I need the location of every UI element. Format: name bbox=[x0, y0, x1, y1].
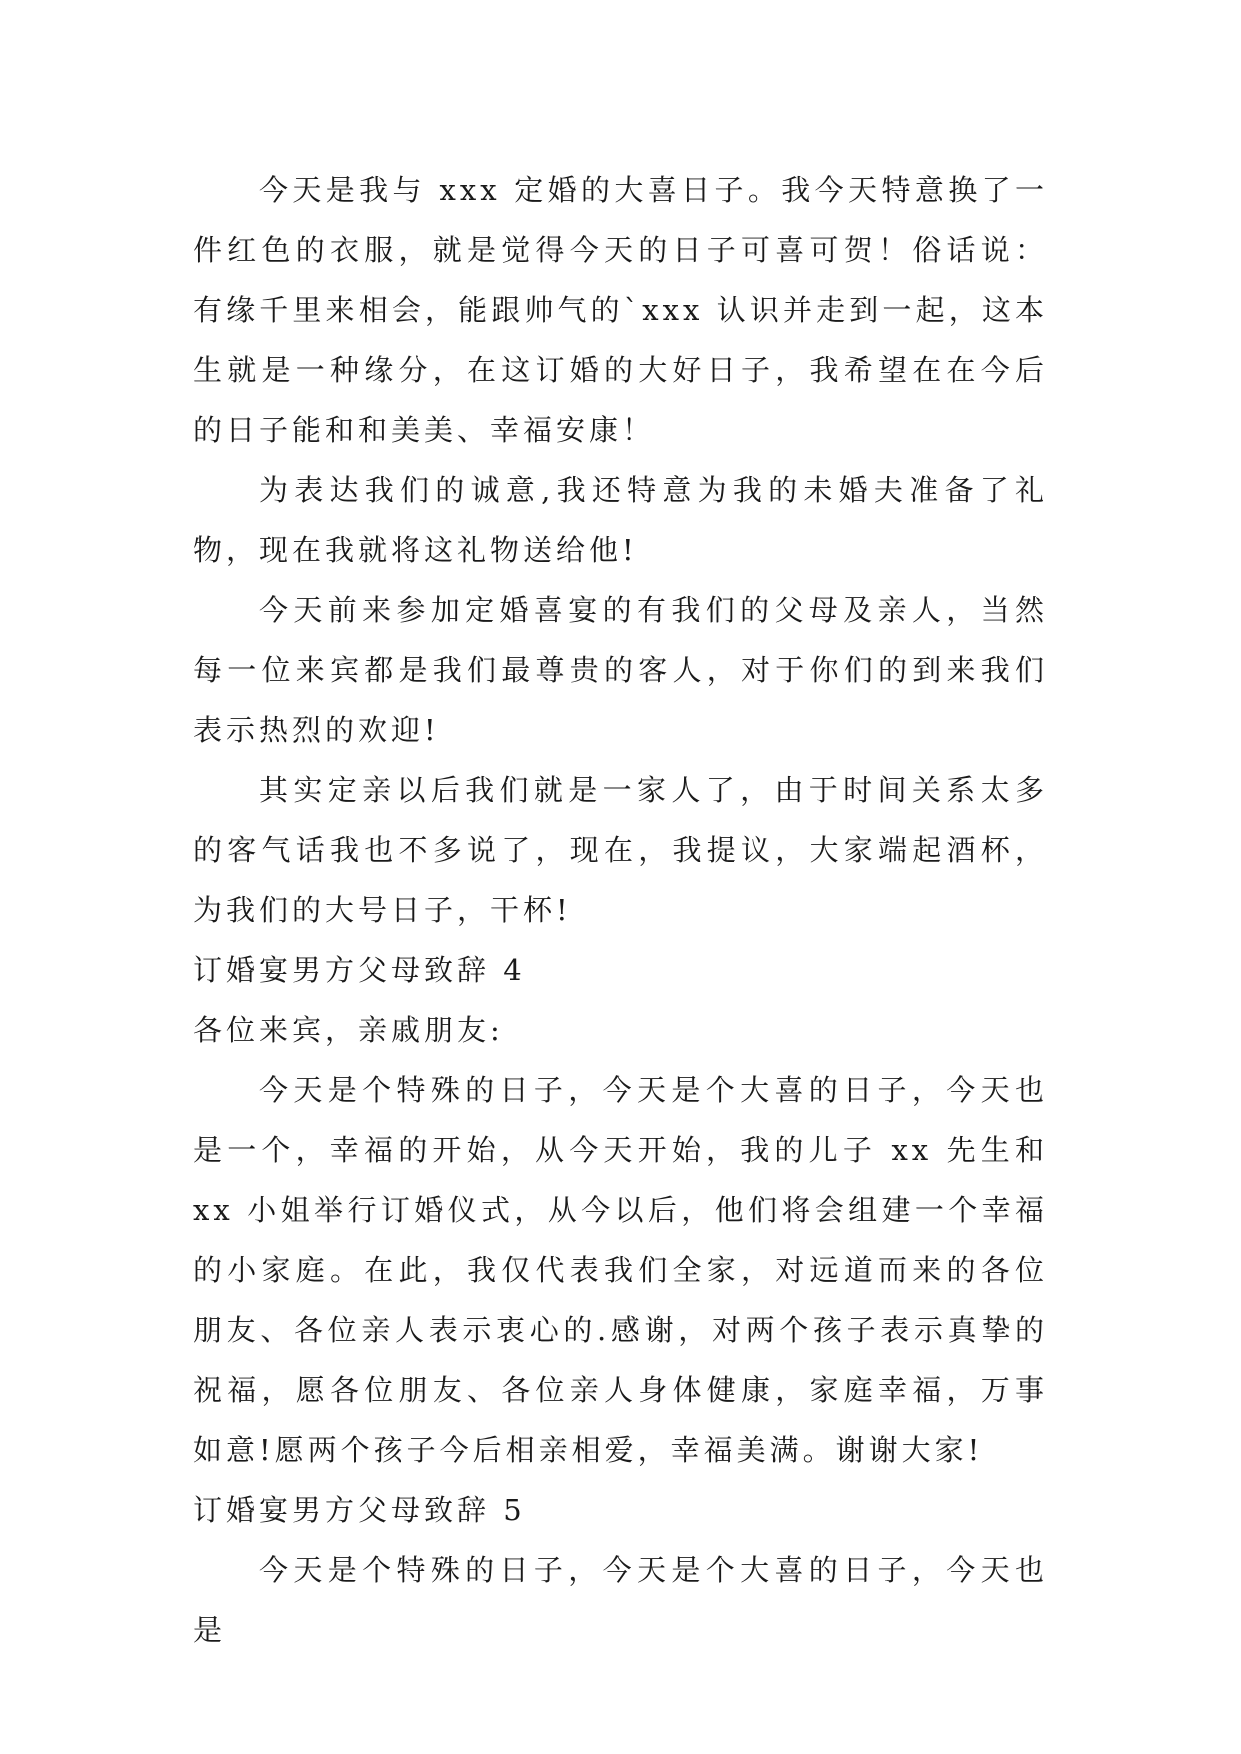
body-paragraph: 为表达我们的诚意,我还特意为我的未婚夫准备了礼物，现在我就将这礼物送给他! bbox=[193, 473, 1048, 567]
body-paragraph: 今天是个特殊的日子，今天是个大喜的日子，今天也是一个，幸福的开始，从今天开始，我的儿子 xx 先生和 xx 小姐举行订婚仪式，从今以后，他们将会组建一个幸福的小家庭。在此，我仅代表我们全家，对远道而来的各位朋友、各位亲人表示衷心的.感谢，对两个孩子表示真挚的祝福，愿各位朋友、各位亲人身体健康，家庭幸福，万事如意!愿两个孩子今后相亲相爱，幸福美满。谢谢大家! bbox=[193, 1073, 1048, 1467]
body-paragraph: 其实定亲以后我们就是一家人了，由于时间关系太多的客气话我也不多说了，现在，我提议，大家端起酒杯，为我们的大号日子，干杯! bbox=[193, 773, 1048, 927]
section-heading: 订婚宴男方父母致辞 4 bbox=[193, 953, 526, 987]
document-page bbox=[193, 160, 1048, 1660]
body-paragraph: 今天前来参加定婚喜宴的有我们的父母及亲人，当然每一位来宾都是我们最尊贵的客人，对于你们的到来我们表示热烈的欢迎! bbox=[193, 593, 1048, 747]
body-paragraph: 今天是个特殊的日子，今天是个大喜的日子，今天也是 bbox=[193, 1553, 1048, 1647]
section-heading: 订婚宴男方父母致辞 5 bbox=[193, 1493, 526, 1527]
body-paragraph: 今天是我与 xxx 定婚的大喜日子。我今天特意换了一件红色的衣服，就是觉得今天的日子可喜可贺！俗话说：有缘千里来相会，能跟帅气的`xxx 认识并走到一起，这本生就是一种缘分，在这订婚的大好日子，我希望在在今后的日子能和和美美、幸福安康！ bbox=[193, 173, 1048, 447]
salutation: 各位来宾，亲戚朋友: bbox=[193, 1013, 504, 1047]
